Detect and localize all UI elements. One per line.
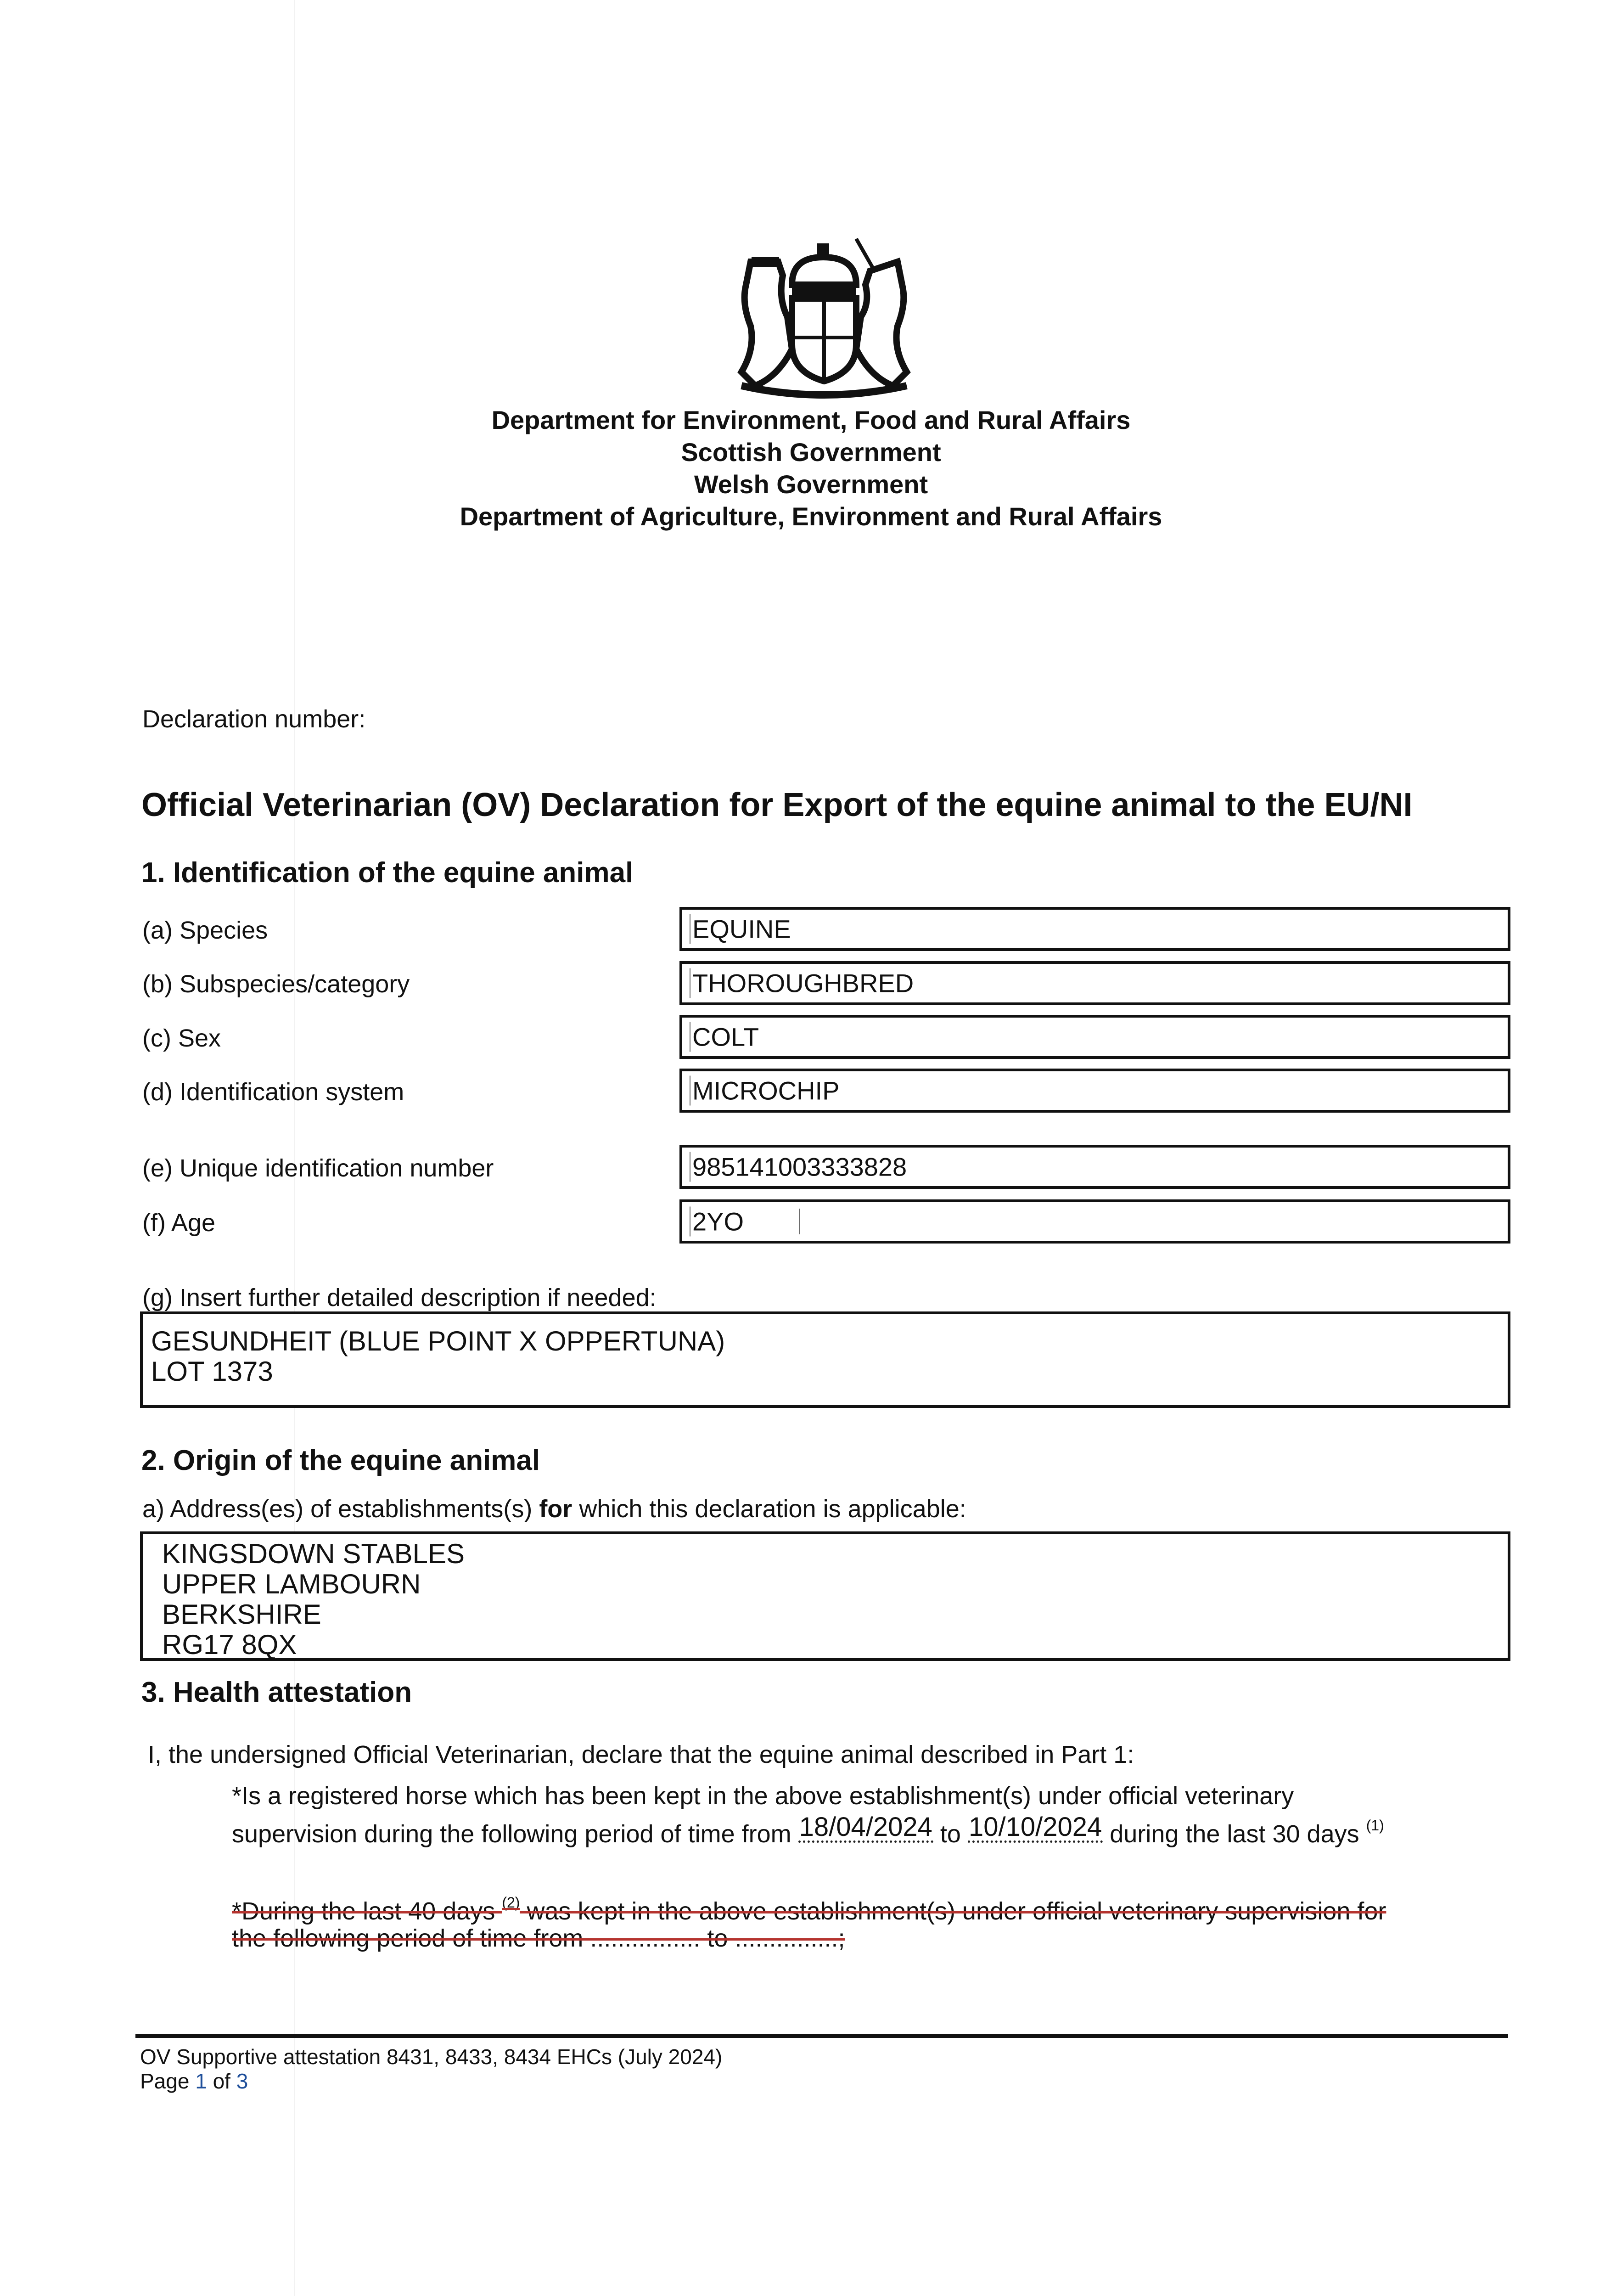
date-from-field[interactable]: 18/04/2024 bbox=[799, 1812, 932, 1842]
address-label bbox=[142, 1495, 966, 1523]
attestation-option-2-line-2: the following period of time from ................ to ...............; bbox=[232, 1925, 845, 1952]
option-1-text-pre: supervision during the following period of time from bbox=[232, 1820, 798, 1848]
description-line-2: LOT 1373 bbox=[151, 1356, 273, 1387]
age-label: (f) Age bbox=[142, 1209, 216, 1237]
attestation-intro: I, the undersigned Official Veterinarian, declare that the equine animal described in Part 1: bbox=[148, 1741, 1134, 1768]
footnote-1: (1) bbox=[1366, 1817, 1384, 1834]
footnote-2: (2) bbox=[502, 1894, 520, 1911]
attestation-option-2-line-1 bbox=[232, 1894, 1386, 1925]
sex-field[interactable] bbox=[679, 1015, 1510, 1059]
description-label: (g) Insert further detailed description if needed: bbox=[142, 1284, 657, 1311]
identification-system-field[interactable] bbox=[679, 1069, 1510, 1113]
address-line-3: BERKSHIRE bbox=[162, 1599, 321, 1630]
org-scottish-government: Scottish Government bbox=[681, 438, 941, 467]
species-label: (a) Species bbox=[142, 917, 268, 944]
option-2-text-pre: *During the last 40 days bbox=[232, 1897, 502, 1925]
page-total: 3 bbox=[236, 2069, 248, 2093]
declaration-number-value bbox=[395, 705, 670, 732]
option-2-text-post: was kept in the above establishment(s) under official veterinary supervision for bbox=[520, 1897, 1386, 1925]
description-line-1: GESUNDHEIT (BLUE POINT X OPPERTUNA) bbox=[151, 1326, 725, 1356]
section-2-heading: 2. Origin of the equine animal bbox=[141, 1445, 540, 1476]
sex-label: (c) Sex bbox=[142, 1024, 221, 1052]
age-field[interactable] bbox=[679, 1199, 1510, 1244]
text-cursor bbox=[799, 1209, 800, 1234]
address-label-bold: for bbox=[539, 1495, 572, 1523]
sex-value: COLT bbox=[690, 1022, 759, 1052]
species-field[interactable] bbox=[679, 907, 1510, 951]
unique-id-field[interactable] bbox=[679, 1145, 1510, 1189]
royal-coat-of-arms-icon bbox=[723, 234, 925, 400]
description-field[interactable] bbox=[140, 1311, 1510, 1408]
declaration-number-label: Declaration number: bbox=[142, 705, 366, 733]
unique-id-value: 985141003333828 bbox=[690, 1152, 907, 1182]
species-value: EQUINE bbox=[690, 914, 791, 944]
org-defra: Department for Environment, Food and Rural Affairs bbox=[491, 405, 1131, 434]
page-of: of bbox=[207, 2069, 236, 2093]
org-welsh-government: Welsh Government bbox=[694, 470, 928, 499]
page-title: Official Veterinarian (OV) Declaration for Export of the equine animal to the EU/NI bbox=[141, 787, 1413, 823]
section-1-heading: 1. Identification of the equine animal bbox=[141, 857, 634, 889]
identification-system-value: MICROCHIP bbox=[690, 1076, 839, 1106]
subspecies-value: THOROUGHBRED bbox=[690, 968, 914, 998]
unique-id-label: (e) Unique identification number bbox=[142, 1154, 494, 1182]
age-value: 2YO bbox=[690, 1207, 744, 1237]
page-label: Page bbox=[140, 2069, 196, 2093]
address-label-pre: a) Address(es) of establishments(s) bbox=[142, 1495, 539, 1523]
section-3-heading: 3. Health attestation bbox=[141, 1677, 412, 1708]
option-1-text-mid: to bbox=[933, 1820, 968, 1848]
address-line-2: UPPER LAMBOURN bbox=[162, 1569, 421, 1599]
identification-system-label: (d) Identification system bbox=[142, 1078, 404, 1106]
subspecies-label: (b) Subspecies/category bbox=[142, 970, 410, 998]
address-field[interactable] bbox=[140, 1531, 1510, 1661]
address-label-post: which this declaration is applicable: bbox=[572, 1495, 966, 1523]
page-indicator bbox=[140, 2069, 248, 2093]
subspecies-field[interactable] bbox=[679, 961, 1510, 1005]
attestation-option-1-line-1: *Is a registered horse which has been kept in the above establishment(s) under official veterinary bbox=[232, 1782, 1294, 1810]
address-line-1: KINGSDOWN STABLES bbox=[162, 1538, 465, 1569]
footer-doc-ref: OV Supportive attestation 8431, 8433, 8434 EHCs (July 2024) bbox=[140, 2045, 723, 2069]
date-to-field[interactable]: 10/10/2024 bbox=[968, 1812, 1102, 1842]
attestation-option-1-line-2 bbox=[232, 1814, 1384, 1848]
org-daera: Department of Agriculture, Environment and Rural Affairs bbox=[460, 502, 1162, 531]
address-line-4: RG17 8QX bbox=[162, 1629, 297, 1660]
option-1-text-post: during the last 30 days bbox=[1103, 1820, 1366, 1848]
footer-divider bbox=[135, 2034, 1508, 2038]
page-current: 1 bbox=[195, 2069, 207, 2093]
